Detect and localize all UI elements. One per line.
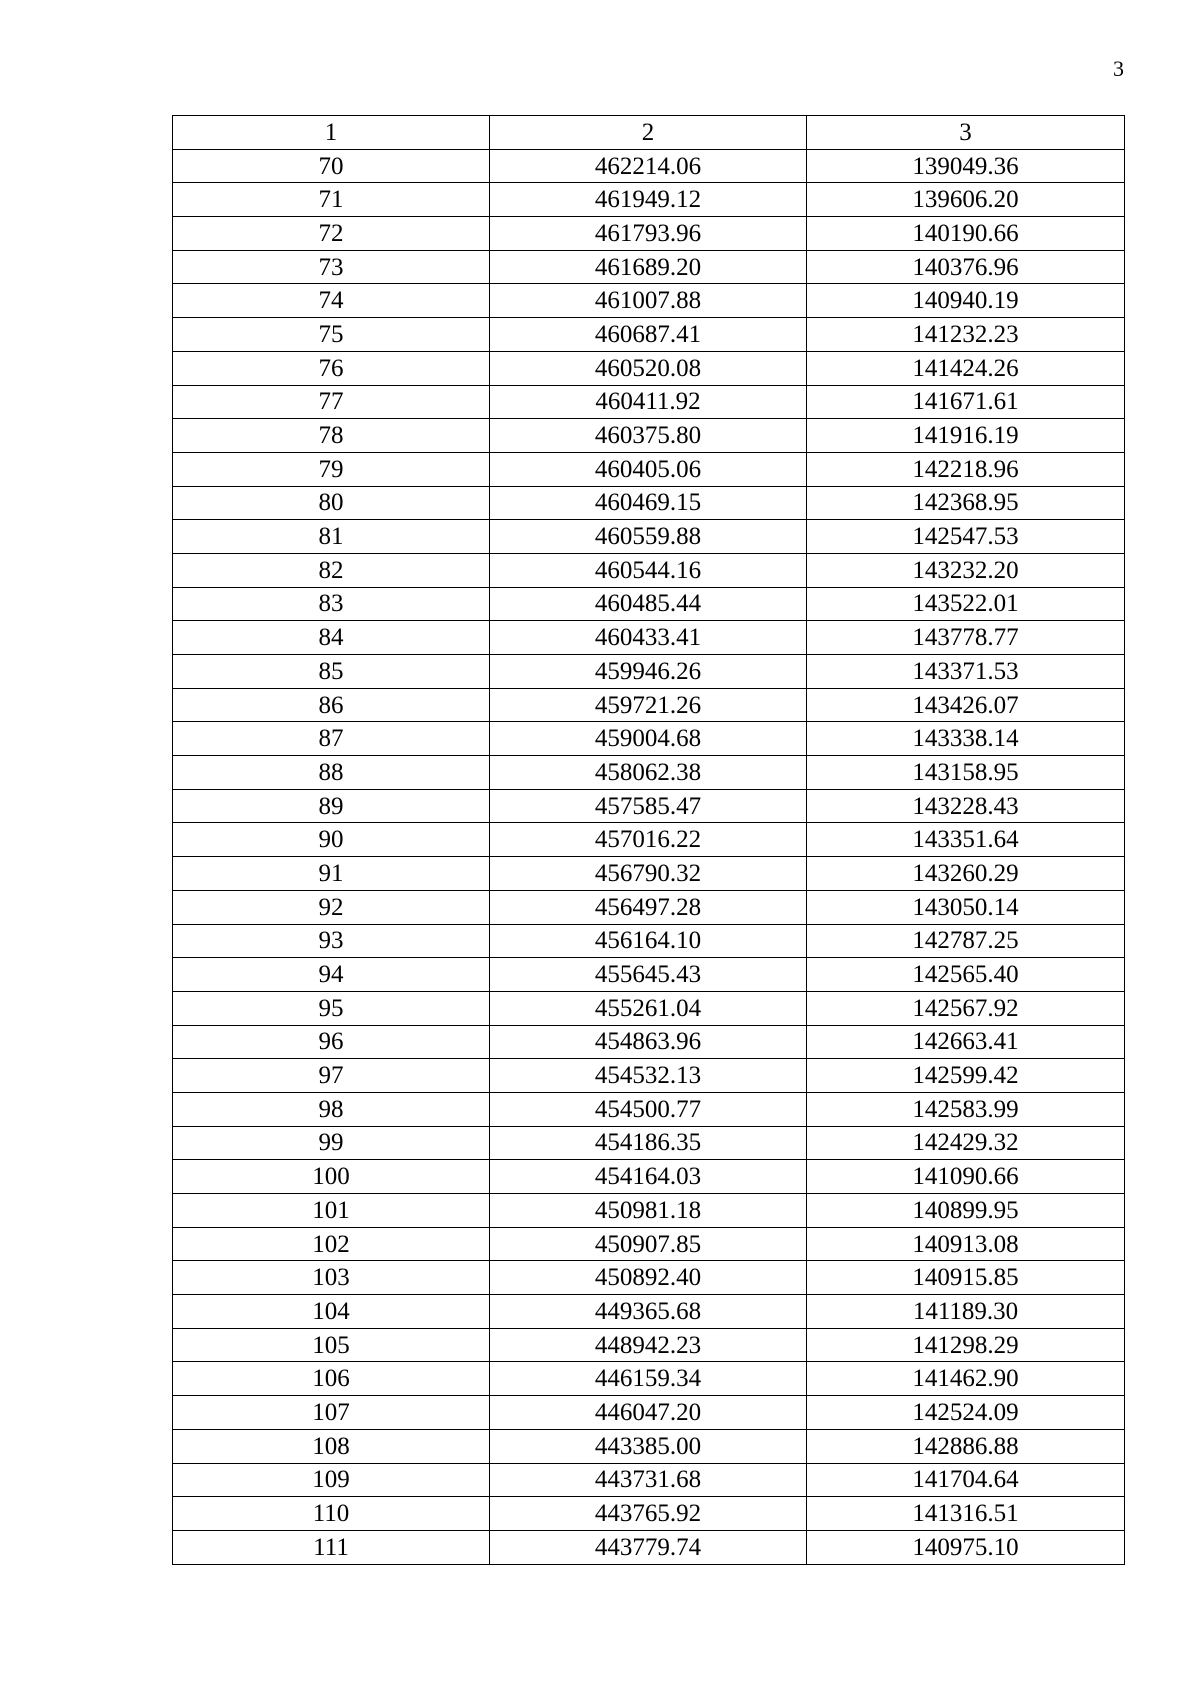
table-row [173, 924, 1125, 958]
y-coordinate-cell: 139049.36 [807, 149, 1125, 183]
x-coordinate-cell: 461949.12 [490, 183, 807, 217]
table-row [173, 1530, 1125, 1564]
table-row [173, 823, 1125, 857]
point-number-cell: 90 [173, 823, 490, 857]
table-row [173, 1497, 1125, 1531]
table-row [173, 1092, 1125, 1126]
point-number-cell: 93 [173, 924, 490, 958]
table-row [173, 1463, 1125, 1497]
y-coordinate-cell: 143351.64 [807, 823, 1125, 857]
point-number-cell: 101 [173, 1194, 490, 1228]
y-coordinate-cell: 142429.32 [807, 1126, 1125, 1160]
table-row [173, 452, 1125, 486]
point-number-cell: 98 [173, 1092, 490, 1126]
coordinates-table [172, 115, 1125, 1565]
header-cell-3: 3 [807, 116, 1125, 150]
x-coordinate-cell: 455261.04 [490, 991, 807, 1025]
table-row [173, 655, 1125, 689]
table-header [173, 116, 1125, 150]
point-number-cell: 80 [173, 486, 490, 520]
y-coordinate-cell: 143228.43 [807, 789, 1125, 823]
table-row [173, 183, 1125, 217]
table-row [173, 217, 1125, 251]
y-coordinate-cell: 140915.85 [807, 1261, 1125, 1295]
x-coordinate-cell: 446159.34 [490, 1362, 807, 1396]
point-number-cell: 102 [173, 1227, 490, 1261]
point-number-cell: 79 [173, 452, 490, 486]
x-coordinate-cell: 446047.20 [490, 1396, 807, 1430]
x-coordinate-cell: 450981.18 [490, 1194, 807, 1228]
table-row [173, 1396, 1125, 1430]
table-row [173, 991, 1125, 1025]
x-coordinate-cell: 456790.32 [490, 857, 807, 891]
point-number-cell: 84 [173, 621, 490, 655]
x-coordinate-cell: 455645.43 [490, 958, 807, 992]
point-number-cell: 77 [173, 385, 490, 419]
y-coordinate-cell: 141298.29 [807, 1328, 1125, 1362]
x-coordinate-cell: 443765.92 [490, 1497, 807, 1531]
point-number-cell: 75 [173, 318, 490, 352]
point-number-cell: 81 [173, 520, 490, 554]
x-coordinate-cell: 458062.38 [490, 756, 807, 790]
point-number-cell: 94 [173, 958, 490, 992]
point-number-cell: 99 [173, 1126, 490, 1160]
table-row [173, 149, 1125, 183]
x-coordinate-cell: 459946.26 [490, 655, 807, 689]
point-number-cell: 71 [173, 183, 490, 217]
y-coordinate-cell: 142663.41 [807, 1025, 1125, 1059]
point-number-cell: 91 [173, 857, 490, 891]
y-coordinate-cell: 142599.42 [807, 1059, 1125, 1093]
y-coordinate-cell: 142567.92 [807, 991, 1125, 1025]
table-row [173, 250, 1125, 284]
x-coordinate-cell: 460375.80 [490, 419, 807, 453]
point-number-cell: 95 [173, 991, 490, 1025]
table-row [173, 857, 1125, 891]
x-coordinate-cell: 461793.96 [490, 217, 807, 251]
table-row [173, 1059, 1125, 1093]
x-coordinate-cell: 460469.15 [490, 486, 807, 520]
point-number-cell: 83 [173, 587, 490, 621]
point-number-cell: 89 [173, 789, 490, 823]
x-coordinate-cell: 460544.16 [490, 553, 807, 587]
x-coordinate-cell: 457016.22 [490, 823, 807, 857]
y-coordinate-cell: 140940.19 [807, 284, 1125, 318]
table-row [173, 1194, 1125, 1228]
table-row [173, 284, 1125, 318]
x-coordinate-cell: 460485.44 [490, 587, 807, 621]
point-number-cell: 106 [173, 1362, 490, 1396]
point-number-cell: 107 [173, 1396, 490, 1430]
y-coordinate-cell: 142583.99 [807, 1092, 1125, 1126]
x-coordinate-cell: 456497.28 [490, 890, 807, 924]
x-coordinate-cell: 460520.08 [490, 351, 807, 385]
y-coordinate-cell: 142547.53 [807, 520, 1125, 554]
table-row [173, 688, 1125, 722]
table-row [173, 1025, 1125, 1059]
point-number-cell: 87 [173, 722, 490, 756]
point-number-cell: 110 [173, 1497, 490, 1531]
x-coordinate-cell: 461689.20 [490, 250, 807, 284]
table-row [173, 1160, 1125, 1194]
x-coordinate-cell: 449365.68 [490, 1295, 807, 1329]
point-number-cell: 73 [173, 250, 490, 284]
y-coordinate-cell: 139606.20 [807, 183, 1125, 217]
table-row [173, 385, 1125, 419]
y-coordinate-cell: 142218.96 [807, 452, 1125, 486]
table-row [173, 419, 1125, 453]
x-coordinate-cell: 454164.03 [490, 1160, 807, 1194]
y-coordinate-cell: 143260.29 [807, 857, 1125, 891]
y-coordinate-cell: 143158.95 [807, 756, 1125, 790]
y-coordinate-cell: 143522.01 [807, 587, 1125, 621]
y-coordinate-cell: 143371.53 [807, 655, 1125, 689]
y-coordinate-cell: 143778.77 [807, 621, 1125, 655]
header-row [173, 116, 1125, 150]
x-coordinate-cell: 460559.88 [490, 520, 807, 554]
x-coordinate-cell: 460411.92 [490, 385, 807, 419]
point-number-cell: 108 [173, 1429, 490, 1463]
y-coordinate-cell: 143338.14 [807, 722, 1125, 756]
x-coordinate-cell: 448942.23 [490, 1328, 807, 1362]
point-number-cell: 96 [173, 1025, 490, 1059]
y-coordinate-cell: 141232.23 [807, 318, 1125, 352]
x-coordinate-cell: 454500.77 [490, 1092, 807, 1126]
table-row [173, 1362, 1125, 1396]
point-number-cell: 76 [173, 351, 490, 385]
y-coordinate-cell: 142524.09 [807, 1396, 1125, 1430]
table-row [173, 1328, 1125, 1362]
point-number-cell: 103 [173, 1261, 490, 1295]
y-coordinate-cell: 140913.08 [807, 1227, 1125, 1261]
y-coordinate-cell: 143232.20 [807, 553, 1125, 587]
y-coordinate-cell: 141462.90 [807, 1362, 1125, 1396]
x-coordinate-cell: 454186.35 [490, 1126, 807, 1160]
x-coordinate-cell: 459004.68 [490, 722, 807, 756]
x-coordinate-cell: 460405.06 [490, 452, 807, 486]
point-number-cell: 70 [173, 149, 490, 183]
y-coordinate-cell: 141704.64 [807, 1463, 1125, 1497]
y-coordinate-cell: 142886.88 [807, 1429, 1125, 1463]
table-body [173, 149, 1125, 1564]
table-row [173, 553, 1125, 587]
table-row [173, 1227, 1125, 1261]
y-coordinate-cell: 141316.51 [807, 1497, 1125, 1531]
table-row [173, 587, 1125, 621]
y-coordinate-cell: 142368.95 [807, 486, 1125, 520]
y-coordinate-cell: 141090.66 [807, 1160, 1125, 1194]
y-coordinate-cell: 143050.14 [807, 890, 1125, 924]
y-coordinate-cell: 142787.25 [807, 924, 1125, 958]
point-number-cell: 100 [173, 1160, 490, 1194]
y-coordinate-cell: 141916.19 [807, 419, 1125, 453]
point-number-cell: 74 [173, 284, 490, 318]
y-coordinate-cell: 141424.26 [807, 351, 1125, 385]
x-coordinate-cell: 454532.13 [490, 1059, 807, 1093]
y-coordinate-cell: 143426.07 [807, 688, 1125, 722]
table-row [173, 1261, 1125, 1295]
x-coordinate-cell: 443385.00 [490, 1429, 807, 1463]
x-coordinate-cell: 462214.06 [490, 149, 807, 183]
table-row [173, 1126, 1125, 1160]
y-coordinate-cell: 140376.96 [807, 250, 1125, 284]
x-coordinate-cell: 457585.47 [490, 789, 807, 823]
x-coordinate-cell: 443779.74 [490, 1530, 807, 1564]
point-number-cell: 111 [173, 1530, 490, 1564]
point-number-cell: 85 [173, 655, 490, 689]
x-coordinate-cell: 461007.88 [490, 284, 807, 318]
point-number-cell: 86 [173, 688, 490, 722]
table-row [173, 958, 1125, 992]
table-row [173, 351, 1125, 385]
point-number-cell: 82 [173, 553, 490, 587]
point-number-cell: 78 [173, 419, 490, 453]
x-coordinate-cell: 454863.96 [490, 1025, 807, 1059]
page-number: 3 [1113, 56, 1124, 81]
point-number-cell: 72 [173, 217, 490, 251]
table-row [173, 486, 1125, 520]
x-coordinate-cell: 450892.40 [490, 1261, 807, 1295]
table-row [173, 520, 1125, 554]
y-coordinate-cell: 140190.66 [807, 217, 1125, 251]
x-coordinate-cell: 460687.41 [490, 318, 807, 352]
y-coordinate-cell: 140975.10 [807, 1530, 1125, 1564]
point-number-cell: 104 [173, 1295, 490, 1329]
y-coordinate-cell: 141189.30 [807, 1295, 1125, 1329]
table-row [173, 1295, 1125, 1329]
x-coordinate-cell: 459721.26 [490, 688, 807, 722]
point-number-cell: 88 [173, 756, 490, 790]
y-coordinate-cell: 140899.95 [807, 1194, 1125, 1228]
x-coordinate-cell: 450907.85 [490, 1227, 807, 1261]
x-coordinate-cell: 460433.41 [490, 621, 807, 655]
y-coordinate-cell: 141671.61 [807, 385, 1125, 419]
point-number-cell: 97 [173, 1059, 490, 1093]
point-number-cell: 105 [173, 1328, 490, 1362]
x-coordinate-cell: 456164.10 [490, 924, 807, 958]
table-row [173, 722, 1125, 756]
point-number-cell: 109 [173, 1463, 490, 1497]
table-row [173, 1429, 1125, 1463]
y-coordinate-cell: 142565.40 [807, 958, 1125, 992]
table-row [173, 318, 1125, 352]
table-row [173, 890, 1125, 924]
table-row [173, 621, 1125, 655]
header-cell-1: 1 [173, 116, 490, 150]
x-coordinate-cell: 443731.68 [490, 1463, 807, 1497]
table-row [173, 789, 1125, 823]
table-row [173, 756, 1125, 790]
header-cell-2: 2 [490, 116, 807, 150]
point-number-cell: 92 [173, 890, 490, 924]
